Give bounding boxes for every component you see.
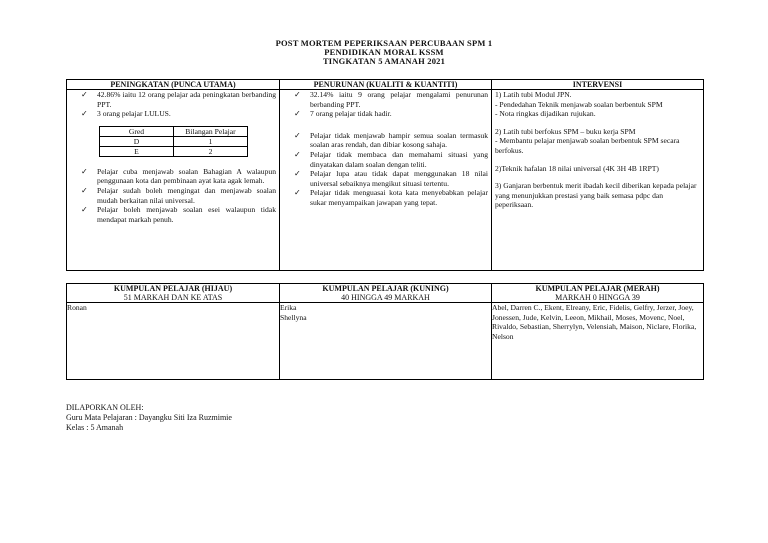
group-title-kuning: KUMPULAN PELAJAR (KUNING): [322, 284, 449, 293]
group-header-hijau: [67, 284, 280, 303]
checkmark-icon: ✓: [294, 90, 301, 99]
checkmark-icon: ✓: [81, 185, 88, 195]
list-item: ✓ Pelajar sudah boleh mengingat dan menjawab soalan mudah berkaitan nilai universal.: [81, 185, 276, 205]
group-header-kuning: [280, 284, 492, 303]
peningkatan-list: [67, 90, 279, 119]
intervensi-item: 3) Ganjaran berbentuk merit ibadah kecil diberikan kepada pelajar yang menunjukkan prestasi yang baik semasa pdpc dan peperiksaan.: [495, 181, 697, 210]
table-row: [100, 136, 248, 146]
checkmark-icon: ✓: [81, 205, 88, 215]
grade-cell: D: [100, 136, 174, 146]
peningkatan-cell: [67, 90, 280, 271]
list-item: ✓ 7 orang pelajar tidak hadir.: [294, 109, 392, 119]
group-range-kuning: 40 HINGGA 49 MARKAH: [341, 293, 430, 302]
grade-table: [99, 126, 248, 157]
list-item: ✓ 32.14% iaitu 9 orang pelajar mengalami penurunan berbanding PPT.: [294, 90, 488, 109]
header-penurunan: PENURUNAN (KUALITI & KUANTITI): [280, 80, 492, 90]
list-item: ✓ 42.86% iaitu 12 orang pelajar ada peningkatan berbanding PPT.: [81, 90, 276, 109]
student-name: Shellyna: [280, 312, 307, 322]
list-item: ✓ Pelajar boleh menjawab soalan esei walaupun tidak mendapat markah penuh.: [81, 205, 276, 224]
teacher-line: Guru Mata Pelajaran : Dayangku Siti Iza Ruzmimie: [66, 413, 232, 422]
intervensi-item: - Membantu pelajar menjawab soalan berbentuk SPM secara berfokus.: [495, 136, 680, 155]
group-range-merah: MARKAH 0 HINGGA 39: [555, 293, 640, 302]
list-item: ✓ Pelajar lupa atau tidak dapat menggunakan 18 nilai universal sebaiknya mengikut situasi tertentu.: [294, 169, 488, 188]
doc-title-line-3: TINGKATAN 5 AMANAH 2021: [322, 56, 446, 66]
report-footer: [66, 403, 232, 433]
header-intervensi: INTERVENSI: [492, 80, 704, 90]
count-cell: 1: [174, 136, 248, 146]
list-item: ✓ Pelajar tidak membaca dan memahami situasi yang dinyatakan dalam soalan dengan teliti.: [294, 149, 488, 169]
doc-title-line-2: PENDIDIKAN MORAL KSSM: [324, 47, 444, 57]
table-row: [100, 146, 248, 156]
group-names-hijau: Ronan: [67, 303, 280, 380]
penurunan-list-2: [280, 131, 491, 208]
grade-header-gred: Gred: [100, 126, 174, 136]
intervensi-item: 2) Latih tubi berfokus SPM – buku kerja SPM: [495, 126, 636, 136]
intervensi-cell: [492, 90, 704, 271]
list-item: ✓ 3 orang pelajar LULUS.: [81, 109, 171, 119]
reported-by-label: DILAPORKAN OLEH:: [66, 403, 144, 412]
checkmark-icon: ✓: [81, 166, 88, 176]
penurunan-cell: [280, 90, 492, 271]
group-range-hijau: 51 MARKAH DAN KE ATAS: [123, 293, 223, 302]
peningkatan-list-2: [67, 167, 279, 225]
doc-title-line-1: POST MORTEM PEPERIKSAAN PERCUBAAN SPM 1: [275, 38, 493, 48]
intervensi-item: 1) Latih tubi Modul JPN.: [495, 90, 572, 99]
group-header-merah: [492, 284, 704, 303]
list-item: ✓ Pelajar tidak menguasai kota kata menyebabkan pelajar sukar menyampaikan jawapan yang tepat.: [294, 188, 488, 207]
checkmark-icon: ✓: [294, 188, 301, 198]
checkmark-icon: ✓: [81, 90, 88, 99]
list-item: ✓ Pelajar cuba menjawab soalan Bahagian A walaupun penggunaan kota dan pembinaan ayat kata agak lemah.: [81, 166, 276, 186]
checkmark-icon: ✓: [81, 109, 88, 119]
intervensi-item: - Pendedahan Teknik menjawab soalan berbentuk SPM: [495, 99, 663, 109]
grade-cell: E: [100, 146, 174, 156]
checkmark-icon: ✓: [294, 149, 301, 159]
class-line: Kelas : 5 Amanah: [66, 423, 124, 432]
checkmark-icon: ✓: [294, 169, 301, 179]
list-item: ✓ Pelajar tidak menjawab hampir semua soalan termasuk soalan aras rendah, dan dibiar kosong sahaja.: [294, 130, 488, 150]
groups-table: [66, 283, 704, 380]
grade-header-count: Bilangan Pelajar: [174, 126, 248, 136]
group-title-hijau: KUMPULAN PELAJAR (HIJAU): [113, 284, 233, 293]
analysis-table: [66, 79, 704, 271]
checkmark-icon: ✓: [294, 109, 301, 119]
intervensi-item: 2)Teknik hafalan 18 nilai universal (4K 3H 4B 1RPT): [495, 163, 659, 173]
checkmark-icon: ✓: [294, 130, 301, 140]
group-names-kuning: [280, 303, 492, 380]
student-name: Erika: [280, 303, 297, 312]
group-names-merah: Abel, Darren C., Ekent, Elreany, Eric, Fidelis, Gelfry, Jerzer, Joey, Jonessen, Jude, Kelvin, Leeon, Mikhail, Moses, Movenc, Noel, Rivaldo, Sebastian, Sherrylyn, Velensiah, Maison, Niclare, Florika, Nelson: [492, 303, 704, 380]
count-cell: 2: [174, 146, 248, 156]
header-peningkatan: PENINGKATAN (PUNCA UTAMA): [67, 80, 280, 90]
intervensi-item: - Nota ringkas dijadikan rujukan.: [495, 109, 596, 119]
penurunan-list: [280, 90, 491, 119]
group-title-merah: KUMPULAN PELAJAR (MERAH): [535, 284, 660, 293]
